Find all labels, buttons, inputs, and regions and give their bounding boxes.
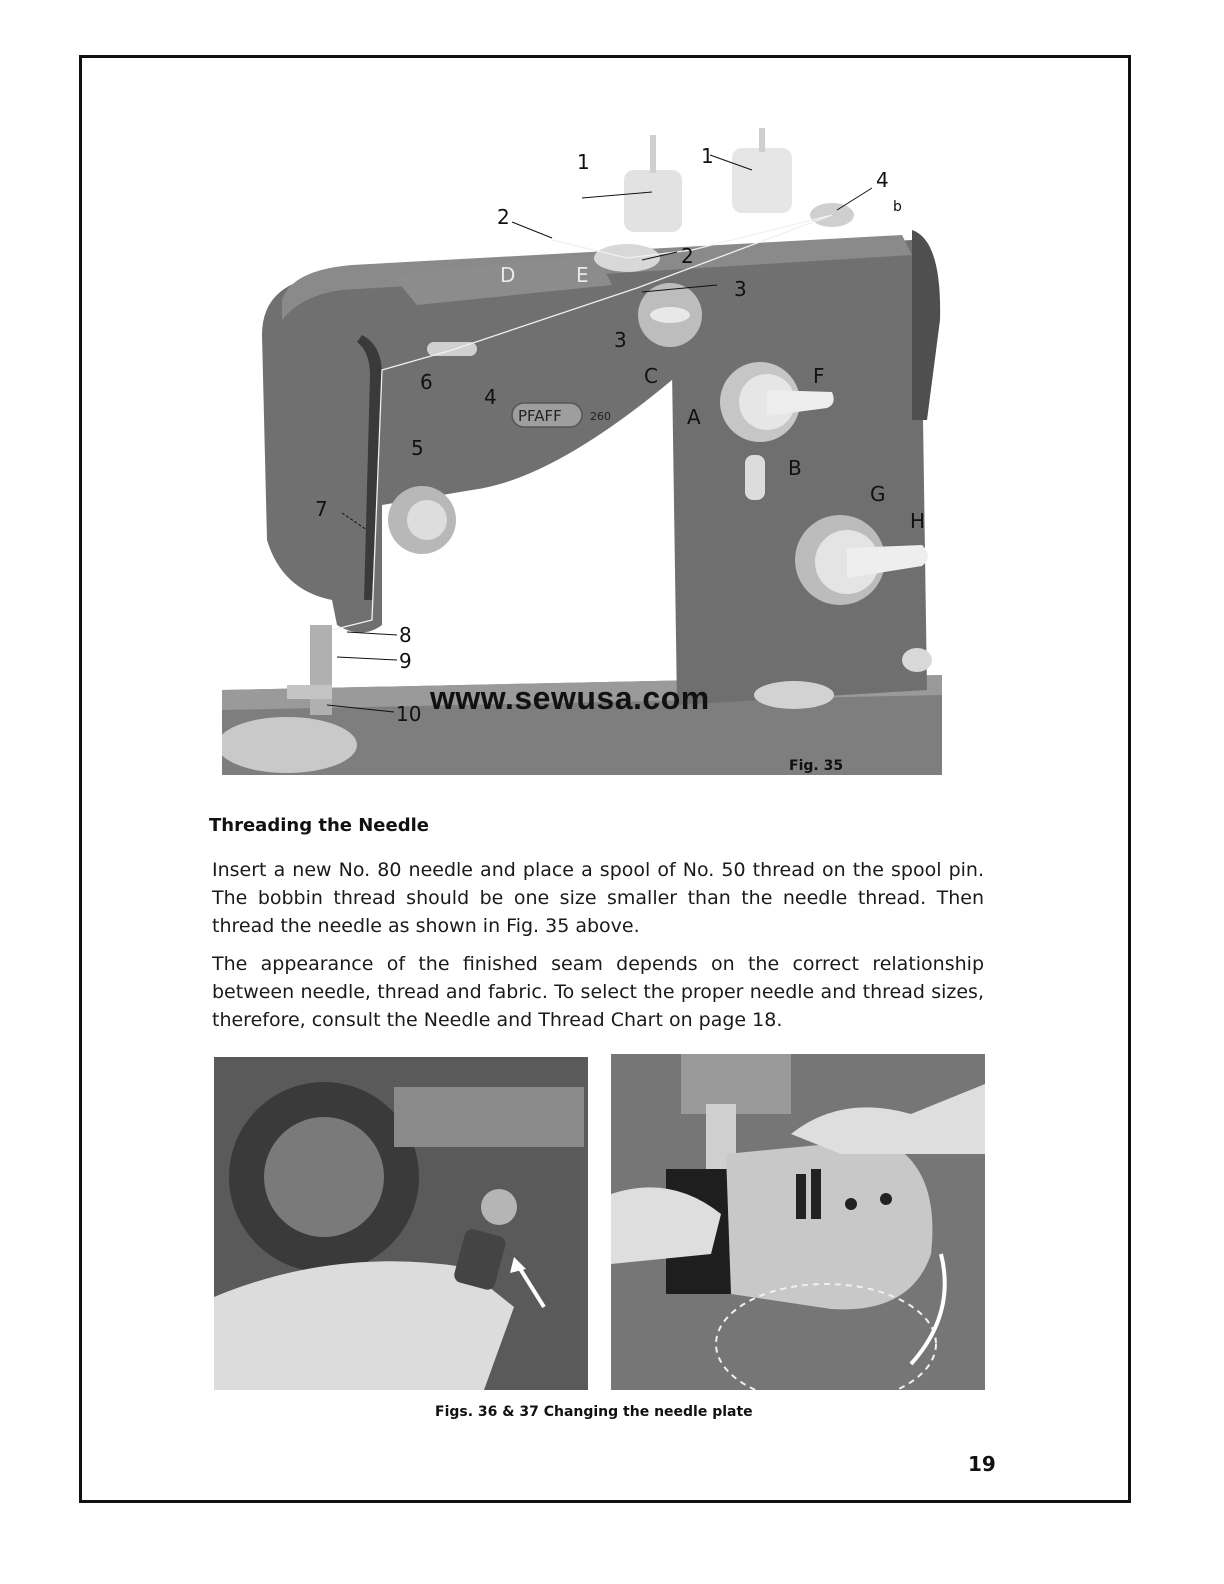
callout-b: B xyxy=(788,456,802,480)
screw xyxy=(481,1189,517,1225)
spool-left xyxy=(624,170,682,232)
section-heading: Threading the Needle xyxy=(209,815,429,836)
callout-6: 6 xyxy=(420,370,433,394)
machine-part xyxy=(394,1087,584,1147)
callout-4-top: 4 xyxy=(876,168,889,192)
model-text: 260 xyxy=(590,410,611,423)
callout-4-slot: 4 xyxy=(484,385,497,409)
paragraph-1: Insert a new No. 80 needle and place a spool of No. 50 thread on the spool pin. The bobbin thread should be one size smaller than the needle thread. Then thread the needle as shown in Fig. 35 above. xyxy=(212,859,984,937)
callout-g: G xyxy=(870,482,886,506)
bed-knob xyxy=(754,681,834,709)
leader-9 xyxy=(337,657,397,660)
sewing-machine-illustration xyxy=(222,120,942,775)
leader-4c xyxy=(837,188,872,210)
callout-9: 9 xyxy=(399,649,412,673)
callout-7: 7 xyxy=(315,497,328,521)
leader-8 xyxy=(347,632,397,635)
callout-2-right: 2 xyxy=(681,244,694,268)
page-number: 19 xyxy=(968,1452,996,1476)
figure-37-illustration xyxy=(611,1054,985,1390)
watermark-url: www.sewusa.com xyxy=(430,680,710,716)
callout-1-left: 1 xyxy=(577,150,590,174)
figure-36-photo xyxy=(214,1057,588,1390)
callout-2-left: 2 xyxy=(497,205,510,229)
paragraph-2: The appearance of the finished seam depends on the correct relationship between needle, thread and fabric. To select the proper needle and thread sizes, therefore, consult the Needle and Thread Chart on page 18. xyxy=(212,953,984,1031)
callout-5: 5 xyxy=(411,436,424,460)
figure-36-illustration xyxy=(214,1057,588,1390)
callout-c: C xyxy=(644,364,658,388)
figures-36-37-caption: Figs. 36 & 37 Changing the needle plate xyxy=(435,1404,753,1420)
figure-35-caption: Fig. 35 xyxy=(789,758,844,774)
spool-right xyxy=(732,148,792,213)
bed-stud xyxy=(902,648,932,672)
callout-10: 10 xyxy=(396,702,422,726)
tension-dial-inner xyxy=(407,500,447,540)
callout-3-right: 3 xyxy=(734,277,747,301)
lever-b xyxy=(745,455,765,500)
needle-plate xyxy=(222,717,357,773)
spool-pin-right xyxy=(759,128,765,152)
presser-foot xyxy=(287,685,332,699)
figure-35-sewing-machine xyxy=(222,120,942,775)
callout-h: H xyxy=(910,509,926,533)
figure-37-photo xyxy=(611,1054,985,1390)
knob-c-lever xyxy=(650,307,690,323)
callout-3-left: 3 xyxy=(614,328,627,352)
brand-text: PFAFF xyxy=(518,407,562,425)
callout-d: D xyxy=(500,263,516,287)
callout-f: F xyxy=(813,364,825,388)
callout-8: 8 xyxy=(399,623,412,647)
callout-e: E xyxy=(576,263,589,287)
leader-2a xyxy=(512,222,552,238)
spool-pin-left xyxy=(650,135,656,173)
needle-bar xyxy=(310,625,332,715)
callout-a: A xyxy=(687,405,701,429)
callout-b-small: b xyxy=(893,199,902,215)
handwheel xyxy=(912,230,940,420)
callout-1-right: 1 xyxy=(701,144,714,168)
